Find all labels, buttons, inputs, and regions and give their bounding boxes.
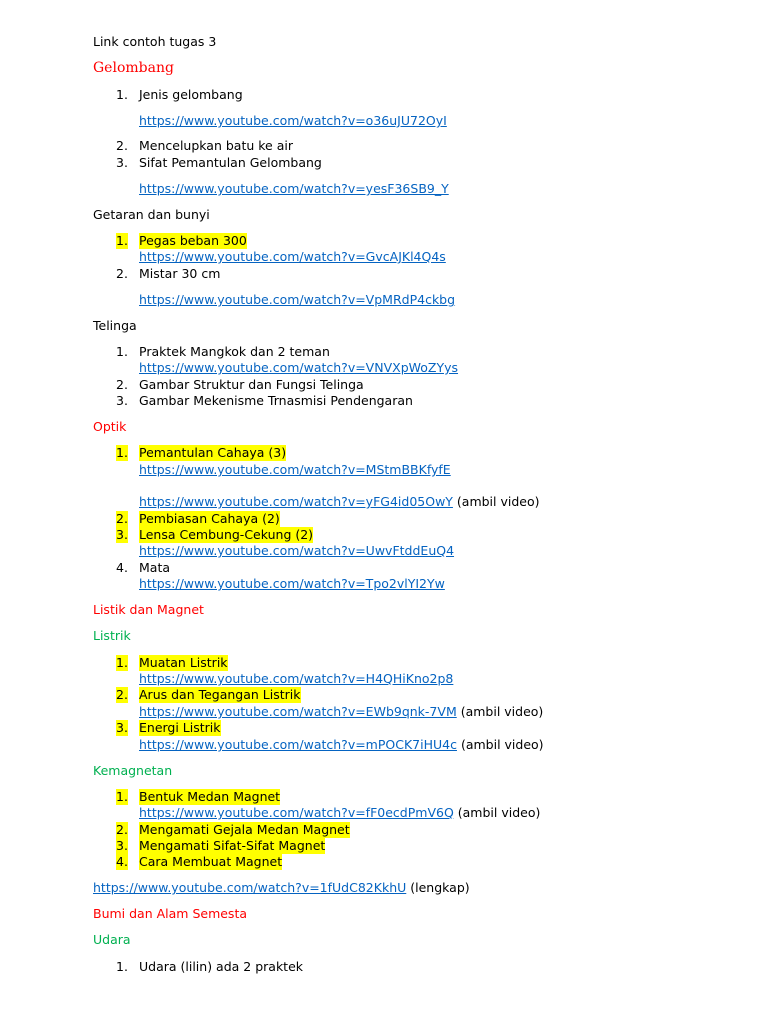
youtube-link[interactable]: https://www.youtube.com/watch?v=MStmBBKfyfE — [139, 462, 451, 477]
link-note: (ambil video) — [452, 494, 540, 509]
youtube-link[interactable]: https://www.youtube.com/watch?v=UwvFtddEuQ4 — [139, 543, 455, 558]
section-heading-bumi: Bumi dan Alam Semesta — [93, 906, 248, 921]
youtube-link[interactable]: https://www.youtube.com/watch?v=1fUdC82KkhU — [93, 880, 407, 895]
youtube-link[interactable]: https://www.youtube.com/watch?v=H4QHiKno2p8 — [139, 671, 454, 686]
section-heading-gelombang: Gelombang — [93, 60, 174, 76]
full-link-line — [93, 880, 470, 896]
list-item-link — [139, 704, 543, 720]
document-page: Link contoh tugas 3 Gelombang 1. Jenis gelombang https://www.youtube.com/watch?v=o36uJU72OyI 2. Mencelupkan batu ke air 3. Sifat Pemantulan Gelombang https://www.youtube.com/watch?v=yesF36SB9_Y Getaran dan bunyi 1. Pegas beban 300 https://www.youtube.com/watch?v=GvcAJKl4Q4s 2. Mistar 30 cm https://www.youtube.com/watch?v=VpMRdP4ckbg Telinga 1. Praktek Mangkok dan 2 teman https://www.youtube.com/watch?v=VNVXpWoZYys 2. Gambar Struktur dan Fungsi Telinga 3. Gambar Mekenisme Trnasmisi Pendengaran Optik 1. Pemantulan Cahaya (3) https://www.youtube.com/watch?v=MStmBBKfyfE https://www.youtube.com/watch?v=yFG4id05OwY (ambil video) 2. Pembiasan Cahaya (2) 3. Lensa Cembung-Cekung (2) https://www.youtube.com/watch?v=UwvFtddEuQ4 4. Mata https://www.youtube.com/watch?v=Tpo2vlYI2Yw Listik dan Magnet Listrik 1. Muatan Listrik https://www.youtube.com/watch?v=H4QHiKno2p8 2. Arus dan Tegangan Listrik https://www.youtube.com/watch?v=EWb9qnk-7VM (ambil video) 3. Energi Listrik https://www.youtube.com/watch?v=mPOCK7iHU4c (ambil video) Kemagnetan 1. Bentuk Medan Magnet https://www.youtube.com/watch?v=fF0ecdPmV6Q (ambil video) 2. Mengamati Gejala Medan Magnet 3. Mengamati Sifat-Sifat Magnet 4. Cara Membuat Magnet https://www.youtube.com/watch?v=1fUdC82KkhU (lengkap) Bumi dan Alam Semesta Udara 1. Udara (lilin) ada 2 praktek — [93, 34, 544, 974]
doc-title: Link contoh tugas 3 — [93, 34, 217, 49]
youtube-link[interactable]: https://www.youtube.com/watch?v=Tpo2vlYI2Yw — [139, 576, 445, 591]
list-item-link — [139, 292, 455, 308]
list-item-link — [139, 113, 447, 129]
youtube-link[interactable]: https://www.youtube.com/watch?v=yesF36SB9_Y — [139, 181, 449, 196]
list-item-link — [139, 671, 453, 687]
section-heading-telinga: Telinga — [93, 318, 137, 333]
list-item-link — [139, 576, 445, 592]
youtube-link[interactable]: https://www.youtube.com/watch?v=EWb9qnk-7VM — [139, 704, 457, 719]
youtube-link[interactable]: https://www.youtube.com/watch?v=fF0ecdPmV6Q — [139, 805, 454, 820]
link-note: (ambil video) — [456, 737, 544, 752]
list-item-link — [139, 737, 544, 753]
list-item-link — [139, 360, 458, 376]
list-item-link — [139, 181, 449, 197]
youtube-link[interactable]: https://www.youtube.com/watch?v=mPOCK7iHU4c — [139, 737, 457, 752]
youtube-link[interactable]: https://www.youtube.com/watch?v=yFG4id05OwY — [139, 494, 453, 509]
list-item-link — [139, 805, 540, 821]
link-note: (ambil video) — [453, 805, 541, 820]
list-item-link — [139, 249, 446, 265]
youtube-link[interactable]: https://www.youtube.com/watch?v=o36uJU72OyI — [139, 113, 447, 128]
section-heading-getaran: Getaran dan bunyi — [93, 207, 210, 222]
section-heading-listrik-magnet: Listik dan Magnet — [93, 602, 204, 617]
link-note: (lengkap) — [406, 880, 470, 895]
youtube-link[interactable]: https://www.youtube.com/watch?v=VpMRdP4ckbg — [139, 292, 456, 307]
youtube-link[interactable]: https://www.youtube.com/watch?v=GvcAJKl4Q4s — [139, 249, 446, 264]
section-heading-listrik: Listrik — [93, 628, 131, 643]
link-note: (ambil video) — [456, 704, 544, 719]
list-item-link — [139, 462, 451, 478]
youtube-link[interactable]: https://www.youtube.com/watch?v=VNVXpWoZYys — [139, 360, 459, 375]
list-item-link — [139, 494, 540, 510]
list-item-link — [139, 543, 454, 559]
section-heading-optik: Optik — [93, 419, 127, 434]
section-heading-udara: Udara — [93, 932, 131, 947]
section-heading-kemagnetan: Kemagnetan — [93, 763, 173, 778]
